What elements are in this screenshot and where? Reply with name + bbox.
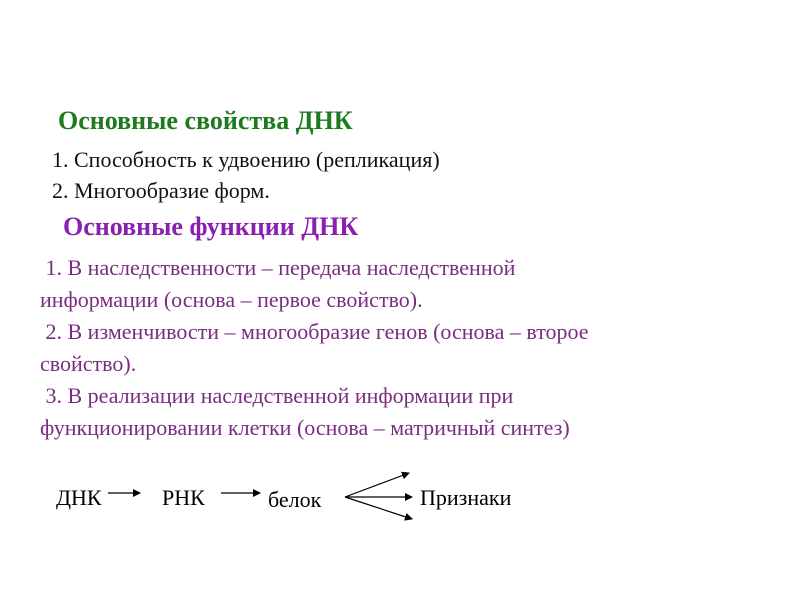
arrow-protein-to-traits-upper (345, 473, 409, 497)
function-line-3: 2. В изменчивости – многообразие генов (основа – второе (40, 319, 589, 344)
function-line-4: свойство). (40, 351, 137, 376)
function-line-5: 3. В реализации наследственной информации при (40, 383, 514, 408)
arrow-protein-to-traits-lower (345, 497, 412, 519)
function-line-6: функционировании клетки (основа – матричный синтез) (40, 415, 570, 440)
property-item-2: 2. Многообразие форм. (52, 178, 270, 203)
flow-step-dna: ДНК (56, 485, 102, 510)
property-item-1: 1. Способность к удвоению (репликация) (52, 147, 440, 172)
flow-step-traits: Признаки (420, 485, 512, 510)
function-line-1: 1. В наследственности – передача наследственной (40, 255, 516, 280)
properties-heading: Основные свойства ДНК (58, 106, 353, 135)
flow-step-rna: РНК (162, 485, 205, 510)
flow-step-protein: белок (268, 487, 322, 512)
function-line-2: информации (основа – первое свойство). (40, 287, 423, 312)
functions-heading: Основные функции ДНК (63, 212, 359, 241)
